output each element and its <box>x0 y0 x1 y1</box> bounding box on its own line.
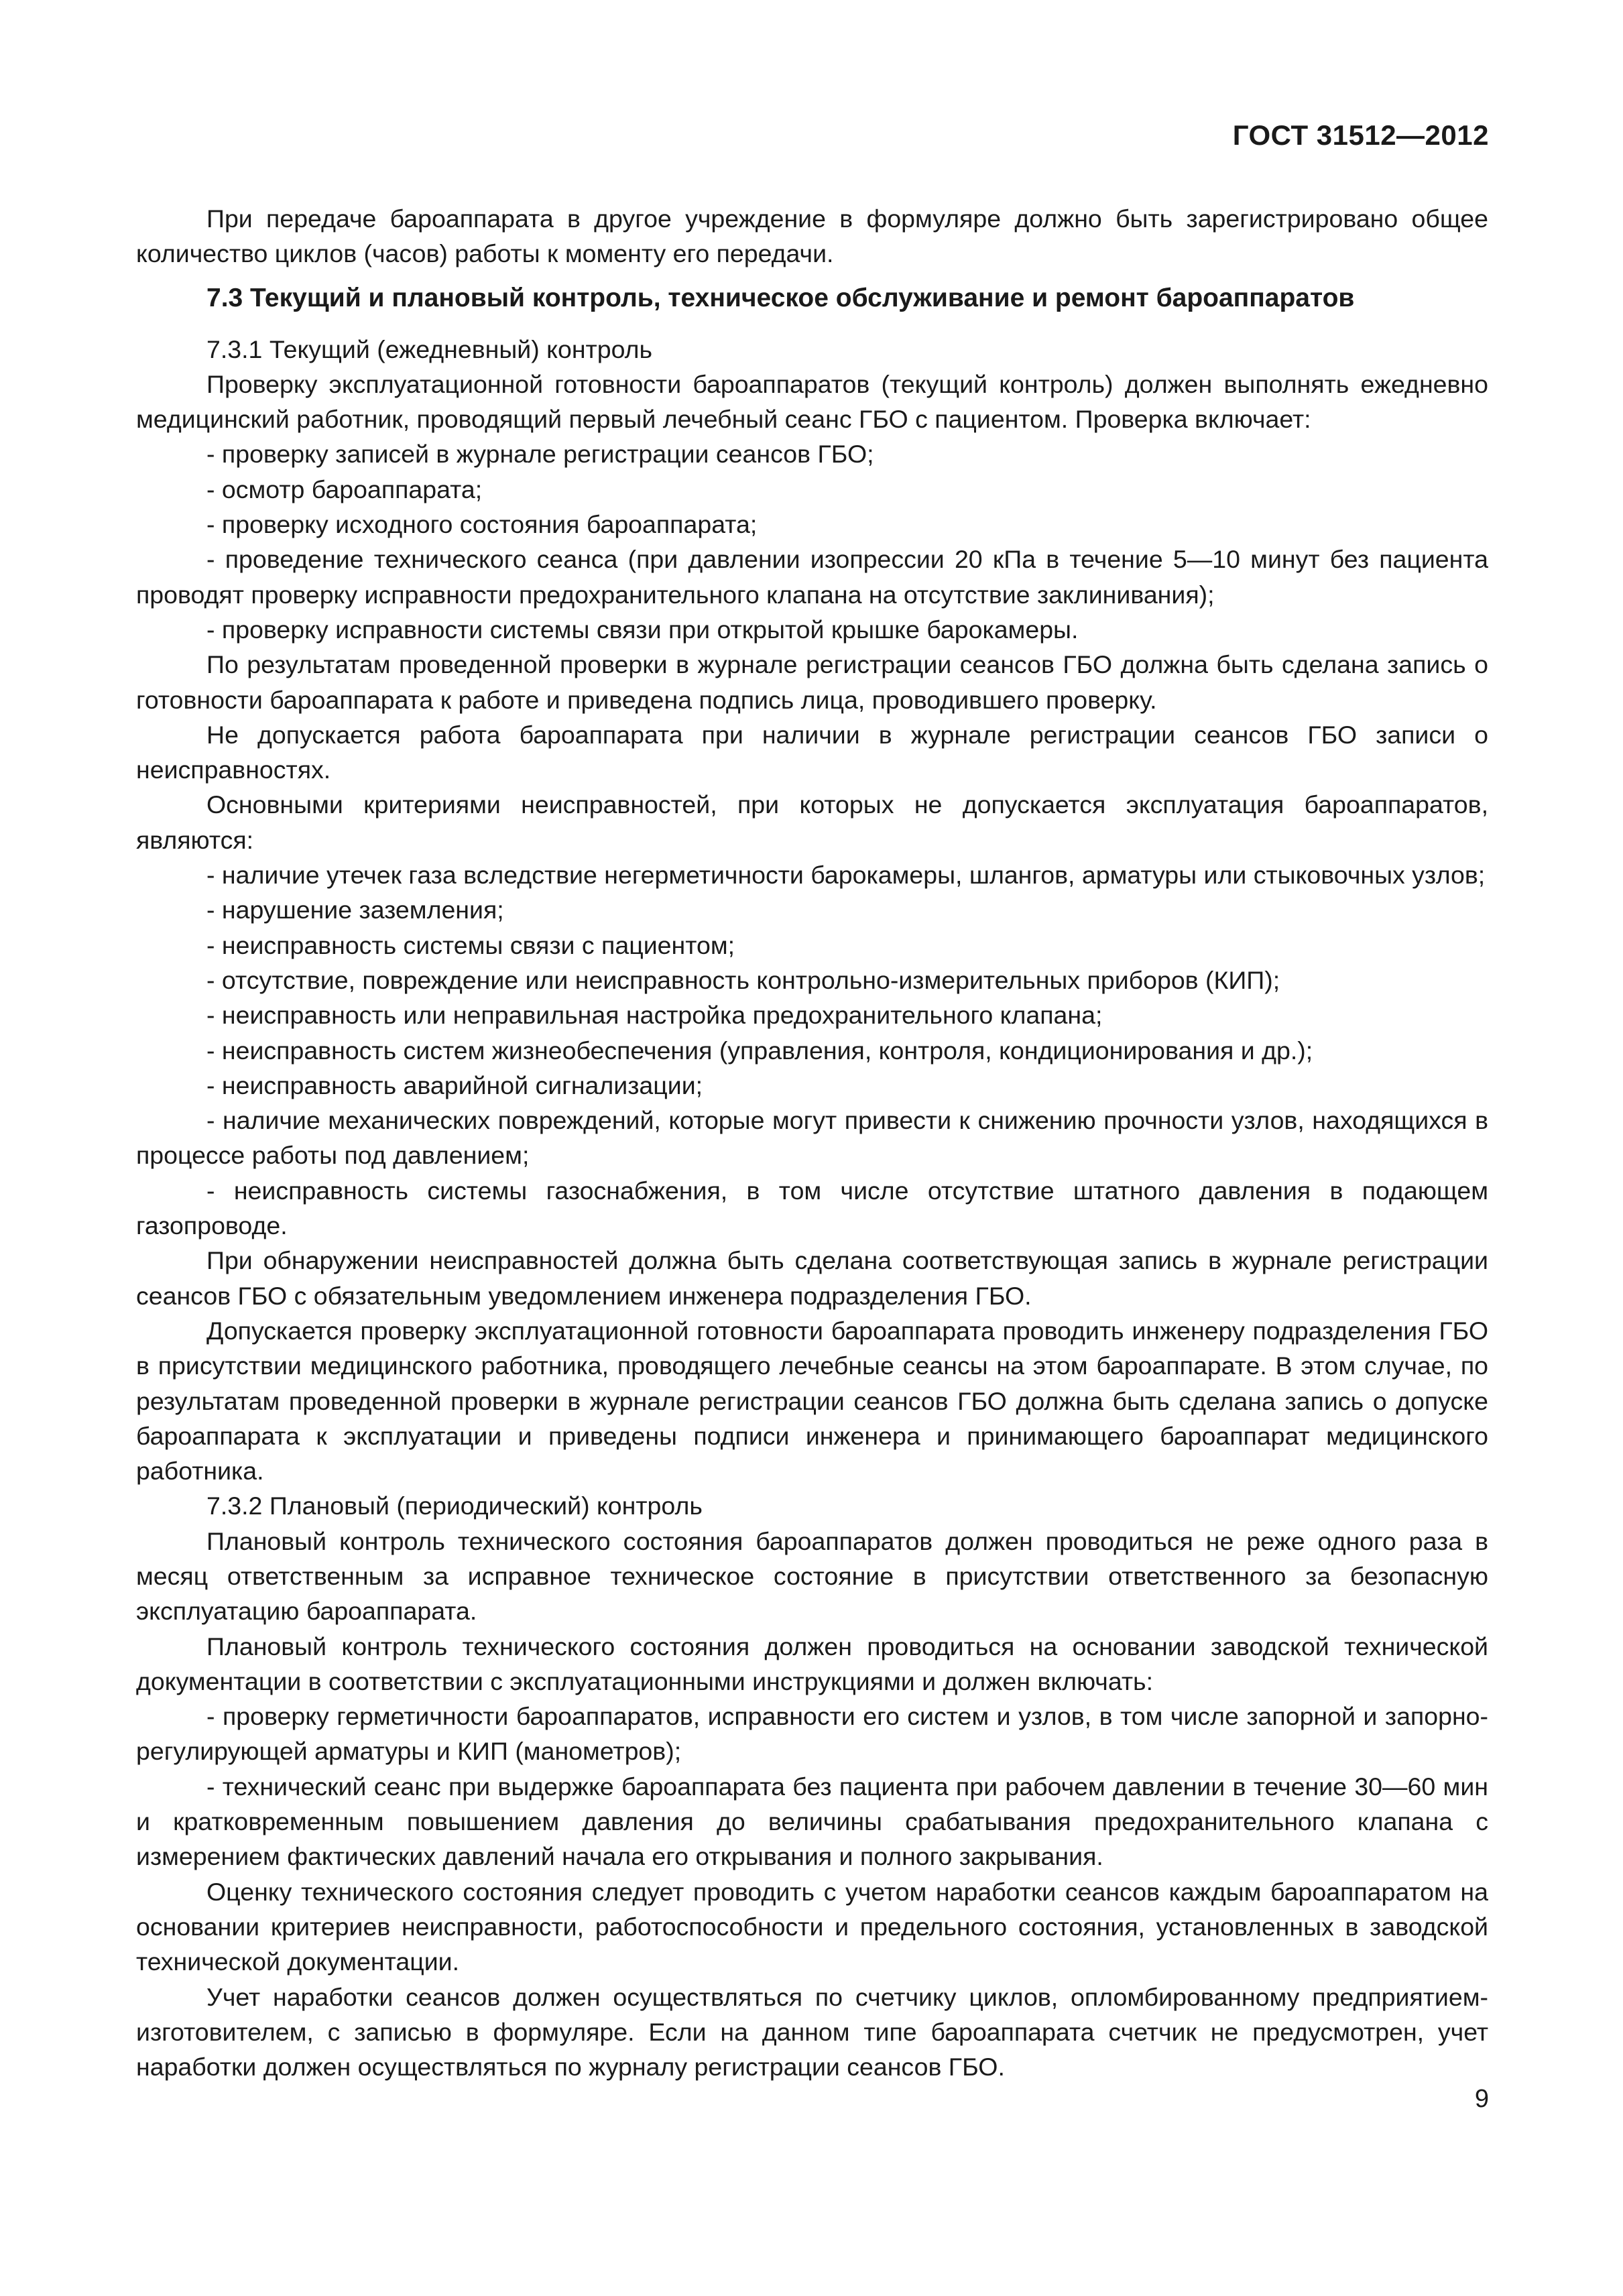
paragraph: - неисправность или неправильная настройка предохранительного клапана; <box>206 1001 1103 1030</box>
paragraph: Плановый контроль технического состояния бароаппаратов должен проводиться не реже одного раза в месяц ответственным за исправное техническое состояние в присутствии ответственного за безопасную эксплуатацию бароаппарата. <box>136 1526 1488 1626</box>
paragraph: - осмотр бароаппарата; <box>206 475 483 503</box>
paragraph: - наличие утечек газа вследствие негерметичности барокамеры, шлангов, арматуры или стыковочных узлов; <box>206 861 1486 890</box>
paragraph: - проведение технического сеанса (при давлении изопрессии 20 кПа в течение 5—10 минут без пациента проводят проверку исправности предохранительного клапана на отсутствие заклинивания); <box>136 545 1488 609</box>
document-id-header: ГОСТ 31512—2012 <box>1232 119 1489 151</box>
section-title: 7.3 Текущий и плановый контроль, техническое обслуживание и ремонт бароаппаратов <box>206 283 1355 312</box>
paragraph: По результатам проведенной проверки в журнале регистрации сеансов ГБО должна быть сделана запись о готовности бароаппарата к работе и приведена подпись лица, проводившего проверку. <box>136 650 1488 714</box>
paragraph: - неисправность системы газоснабжения, в том числе отсутствие штатного давления в подающем газопроводе. <box>136 1176 1488 1240</box>
paragraph: Плановый контроль технического состояния должен проводиться на основании заводской технической документации в соответствии с эксплуатационными инструкциями и должен включать: <box>136 1632 1488 1695</box>
paragraph: - отсутствие, повреждение или неисправность контрольно-измерительных приборов (КИП); <box>206 965 1280 994</box>
paragraph: 7.3.2 Плановый (периодический) контроль <box>206 1492 703 1520</box>
paragraph: - технический сеанс при выдержке бароаппарата без пациента при рабочем давлении в течение 30—60 мин и кратковременным повышением давления до величины срабатывания предохранительного клапана с измерением фактических давлений начала его открывания и полного закрывания. <box>136 1772 1488 1871</box>
paragraph: - проверку герметичности бароаппаратов, исправности его систем и узлов, в том числе запорной и запорно-регулирующей арматуры и КИП (манометров); <box>136 1702 1488 1766</box>
paragraph: - проверку исправности системы связи при открытой крышке барокамеры. <box>206 615 1079 644</box>
paragraph: Не допускается работа бароаппарата при наличии в журнале регистрации сеансов ГБО записи о неисправностях. <box>136 720 1488 784</box>
paragraph: - проверку записей в журнале регистрации сеансов ГБО; <box>206 440 874 469</box>
paragraph: - наличие механических повреждений, которые могут привести к снижению прочности узлов, находящихся в процессе работы под давлением; <box>136 1106 1488 1170</box>
paragraph: Оценку технического состояния следует проводить с учетом наработки сеансов каждым бароаппаратом на основании критериев неисправности, работоспособности и предельного состояния, установленных в заводской технической документации. <box>136 1877 1488 1976</box>
paragraph: 7.3.1 Текущий (ежедневный) контроль <box>206 335 653 363</box>
paragraph: - нарушение заземления; <box>206 896 504 924</box>
page-number: 9 <box>1474 2085 1489 2113</box>
intro-paragraph: При передаче бароаппарата в другое учреждение в формуляре должно быть зарегистрировано общее количество циклов (часов) работы к моменту его передачи. <box>136 204 1488 268</box>
paragraph: - неисправность системы связи с пациентом; <box>206 930 735 959</box>
paragraph-list <box>136 332 1488 2085</box>
paragraph: Основными критериями неисправностей, при которых не допускается эксплуатация бароаппаратов, являются: <box>136 790 1488 854</box>
paragraph: - неисправность систем жизнеобеспечения (управления, контроля, кондиционирования и др.); <box>206 1036 1313 1065</box>
paragraph: Учет наработки сеансов должен осуществляться по счетчику циклов, опломбированному предприятием-изготовителем, с записью в формуляре. Если на данном типе бароаппарата счетчик не предусмотрен, учет наработки должен осуществляться по журналу регистрации сеансов ГБО. <box>136 1982 1488 2081</box>
paragraph: Проверку эксплуатационной готовности бароаппаратов (текущий контроль) должен выполнять ежедневно медицинский работник, проводящий первый лечебный сеанс ГБО с пациентом. Проверка включает: <box>136 369 1488 434</box>
page-body <box>136 201 1488 2084</box>
paragraph: Допускается проверку эксплуатационной готовности бароаппарата проводить инженеру подразделения ГБО в присутствии медицинского работника, проводящего лечебные сеансы на этом бароаппарате. В этом случае, по результатам проведенной проверки в журнале регистрации сеансов ГБО должна быть сделана запись о допуске бароаппарата к эксплуатации и приведены подписи инженера и принимающего бароаппарат медицинского работника. <box>136 1316 1488 1486</box>
paragraph: При обнаружении неисправностей должна быть сделана соответствующая запись в журнале регистрации сеансов ГБО с обязательным уведомлением инженера подразделения ГБО. <box>136 1246 1488 1310</box>
paragraph: - проверку исходного состояния бароаппарата; <box>206 510 758 539</box>
paragraph: - неисправность аварийной сигнализации; <box>206 1071 703 1099</box>
